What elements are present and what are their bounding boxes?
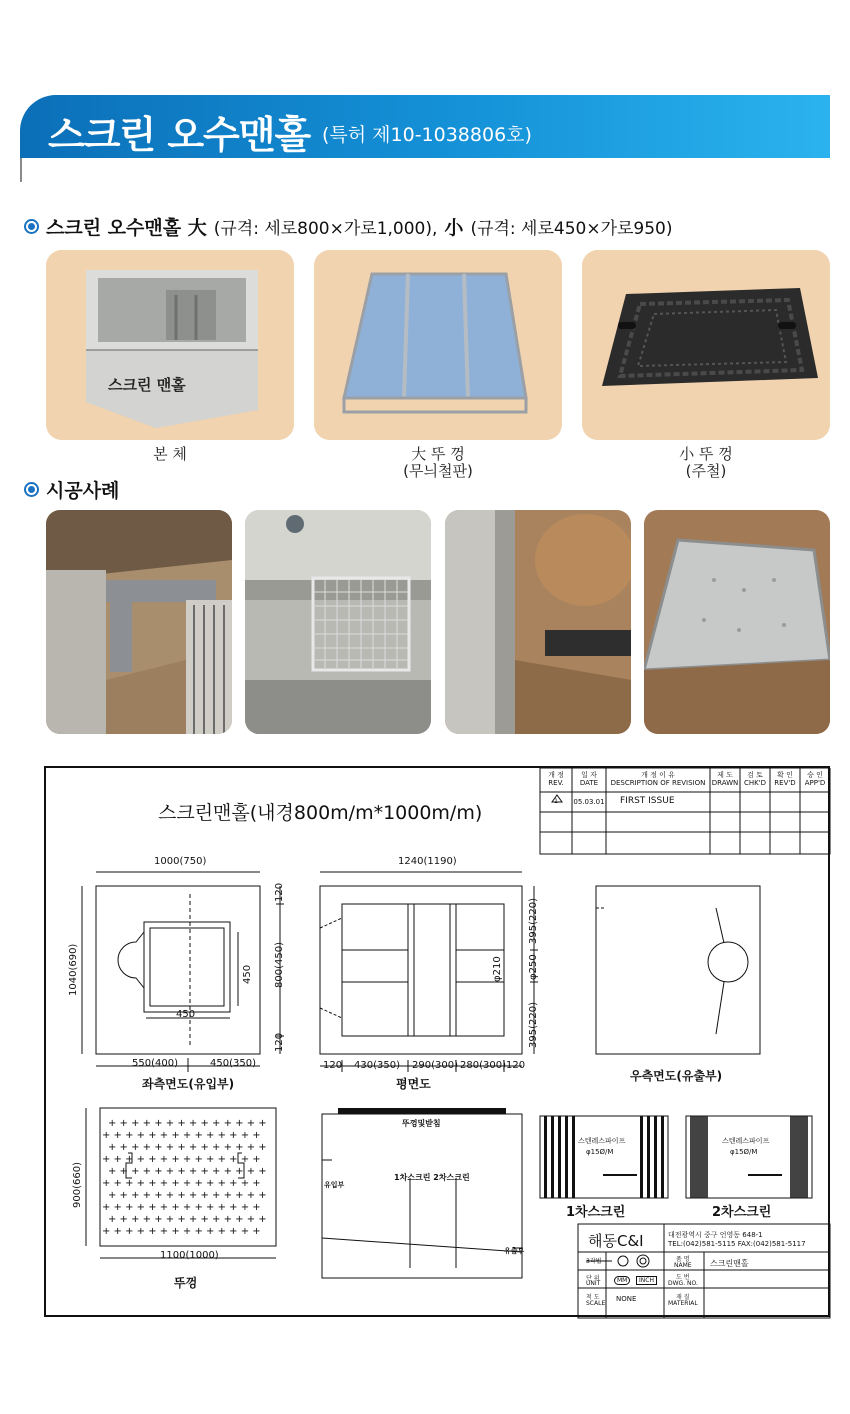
plan-dim-bottom-1: 120 [323, 1060, 343, 1071]
svg-text:+ + + + + + + + + + + + + +: + + + + + + + + + + + + + + [108, 1214, 267, 1225]
svg-text:+ + + + + + + + + + + + + +: + + + + + + + + + + + + + + [108, 1166, 267, 1177]
rev-row-rev: 1 [554, 798, 558, 805]
svg-text:+ + + + + + + + + + + + + +: + + + + + + + + + + + + + + [102, 1178, 261, 1189]
plan-dim-bottom-4: 280(300) [460, 1060, 506, 1071]
unit-inch: INCH [636, 1276, 657, 1285]
plan-dim-left-b: 800(450) [274, 942, 285, 988]
name-value: 스크린맨홀 [710, 1259, 749, 1268]
svg-text:+ + + + + + + + + + + + + +: + + + + + + + + + + + + + + [102, 1154, 261, 1165]
technical-drawing-sheet [44, 766, 830, 1317]
plan-dim-bottom-2: 430(350) [354, 1060, 400, 1071]
left-dim-side: 1040(690) [68, 943, 79, 996]
page-title: 스크린 오수맨홀 [48, 113, 311, 157]
case-photo-outlet [445, 510, 631, 734]
caption-large-lid [314, 446, 562, 480]
unit-mm: MM [614, 1276, 630, 1285]
rev-header-revd-ko: 확 인 [777, 771, 793, 779]
section-top-label: 뚜껑및받침 [402, 1119, 441, 1128]
section-inlet: 유입부 [324, 1181, 345, 1189]
dwg-en: DWG. NO. [668, 1280, 698, 1287]
plan-dim-left-c: 120 [274, 1032, 285, 1052]
caption-small-lid-line2: (주철) [685, 462, 727, 480]
small-mark: 小 [444, 217, 464, 239]
svg-text:+ + + + + + + + + + + + + +: + + + + + + + + + + + + + + [102, 1130, 261, 1141]
left-view-label: 좌측면도(유입부) [142, 1077, 235, 1091]
banner-edge [20, 158, 22, 182]
caption-large-lid-line1: 大 뚜 껑 [411, 445, 465, 463]
rev-header-chkd-en: CHK'D [743, 779, 767, 787]
rev-header-desc-en: DESCRIPTION OF REVISION [610, 779, 706, 787]
unit-ko: 단 위 [586, 1275, 600, 1282]
left-dim-bottom-a: 550(400) [132, 1058, 178, 1069]
cases-heading-title: 시공사례 [46, 480, 120, 502]
spec-large: (규격: 세로800×가로1,000), [213, 219, 438, 239]
bullet-icon [24, 219, 39, 234]
rev-header-rev-ko: 개 정 [548, 771, 564, 779]
plan-dim-right-c: 395(220) [528, 1002, 539, 1048]
left-dim-bottom-b: 450(350) [210, 1058, 256, 1069]
rev-header-drawn-ko: 제 도 [717, 771, 733, 779]
plan-dim-bottom-5: 120 [506, 1060, 526, 1071]
plan-dim-bottom-3: 290(300) [412, 1060, 458, 1071]
screen2-spec: φ15Ø/M [730, 1148, 758, 1156]
case-photo-lid-installed [644, 510, 830, 734]
screen2-label: 2차스크린 [712, 1205, 772, 1220]
lid-view-label: 뚜껑 [174, 1276, 198, 1290]
screen2-pipe: 스텐레스파이프 [722, 1137, 770, 1145]
rev-header-rev-en: REV. [548, 779, 564, 787]
section-screen-label: 1차스크린 2차스크린 [394, 1173, 470, 1182]
box-painted-label: 스크린 맨홀 [108, 376, 186, 394]
products-heading [24, 213, 673, 240]
case-photo-pipe [46, 510, 232, 734]
rev-header-appd-en: APP'D [804, 779, 826, 787]
rev-header-chkd-ko: 검 토 [747, 771, 763, 779]
rev-header-date-en: DATE [579, 779, 599, 787]
screen1-pipe: 스텐레스파이프 [578, 1137, 626, 1145]
rev-header-revd-en: REV'D [774, 779, 796, 787]
material-ko: 재 질 [676, 1294, 690, 1301]
svg-text:+ + + + + + + + + + + + + +: + + + + + + + + + + + + + + [102, 1226, 261, 1237]
caption-body [46, 446, 294, 463]
svg-text:+ + + + + + + + + + + + + +: + + + + + + + + + + + + + + [108, 1118, 267, 1129]
screen1-label: 1차스크린 [566, 1205, 626, 1220]
svg-text:+ + + + + + + + + + + + + +: + + + + + + + + + + + + + + [102, 1202, 261, 1213]
caption-small-lid-line1: 小 뚜 껑 [679, 445, 733, 463]
caption-small-lid [582, 446, 830, 480]
spec-small: (규격: 세로450×가로950) [470, 219, 673, 239]
rev-row-date: 05.03.01 [573, 798, 605, 806]
rev-header-appd-ko: 승 인 [807, 771, 823, 779]
rev-header-drawn [710, 771, 740, 787]
lid-dim-side: 900(660) [72, 1162, 83, 1208]
rev-header-appd [800, 771, 830, 787]
plan-dim-top: 1240(1190) [398, 856, 457, 867]
case-photo-screen [245, 510, 431, 734]
rev-header-date [572, 771, 606, 787]
scale-value: NONE [616, 1295, 637, 1303]
caption-large-lid-line2: (무늬철판) [403, 462, 473, 480]
product-photo-large-lid [314, 250, 562, 440]
unit-en: UNIT [586, 1280, 601, 1287]
product-photo-body [46, 250, 294, 440]
rev-header-drawn-en: DRAWN [711, 779, 739, 787]
material-en: MATERIAL [668, 1300, 698, 1307]
patent-subtitle: (특허 제10-1038806호) [322, 124, 532, 146]
rev-header-date-ko: 일 자 [581, 771, 597, 779]
right-view-label: 우측면도(유출부) [630, 1069, 723, 1083]
company-name: 해동C&I [588, 1232, 644, 1250]
lid-dim-bottom: 1100(1000) [160, 1250, 219, 1261]
rev-header-desc-ko: 개 정 이 유 [641, 771, 675, 779]
product-photo-small-lid [582, 250, 830, 440]
plan-dim-left-a: 120 [274, 882, 285, 902]
company-address-1: 대전광역시 중구 언영동 648-1 [668, 1231, 763, 1239]
plan-dim-right-b: φ250 [528, 954, 539, 980]
plan-dim-right-a: 395(220) [528, 898, 539, 944]
projection-method: 3각법 [586, 1258, 602, 1265]
left-dim-top: 1000(750) [154, 856, 207, 867]
drawing-title: 스크린맨홀(내경800m/m*1000m/m) [158, 802, 483, 824]
svg-text:+ + + + + + + + + + + + + +: + + + + + + + + + + + + + + [108, 1190, 267, 1201]
scale-en: SCALE [586, 1300, 606, 1307]
rev-header-chkd [740, 771, 770, 787]
name-en: NAME [674, 1262, 692, 1269]
name-ko: 품 명 [676, 1256, 690, 1263]
plan-dim-pipe: φ210 [492, 956, 503, 982]
rev-header-revd [770, 771, 800, 787]
left-dim-inner-v: 450 [242, 964, 253, 984]
rev-header-desc [606, 771, 710, 787]
cases-heading [24, 476, 119, 503]
screen1-spec: φ15Ø/M [586, 1148, 614, 1156]
products-heading-title: 스크린 오수맨홀 大 [46, 217, 207, 239]
dwg-ko: 도 번 [676, 1274, 690, 1281]
rev-row-desc: FIRST ISSUE [620, 796, 675, 806]
left-dim-inner-h: 450 [176, 1009, 196, 1020]
company-address-2: TEL:(042)581-5115 FAX:(042)581-5117 [668, 1240, 806, 1248]
section-outlet: 유출부 [504, 1247, 525, 1255]
svg-text:+ + + + + + + + + + + + + +: + + + + + + + + + + + + + + [108, 1142, 267, 1153]
bullet-icon [24, 482, 39, 497]
rev-header-rev [540, 771, 572, 787]
caption-body-line1: 본 체 [153, 445, 187, 463]
plan-view-label: 평면도 [396, 1077, 431, 1091]
scale-ko: 척 도 [586, 1294, 600, 1301]
